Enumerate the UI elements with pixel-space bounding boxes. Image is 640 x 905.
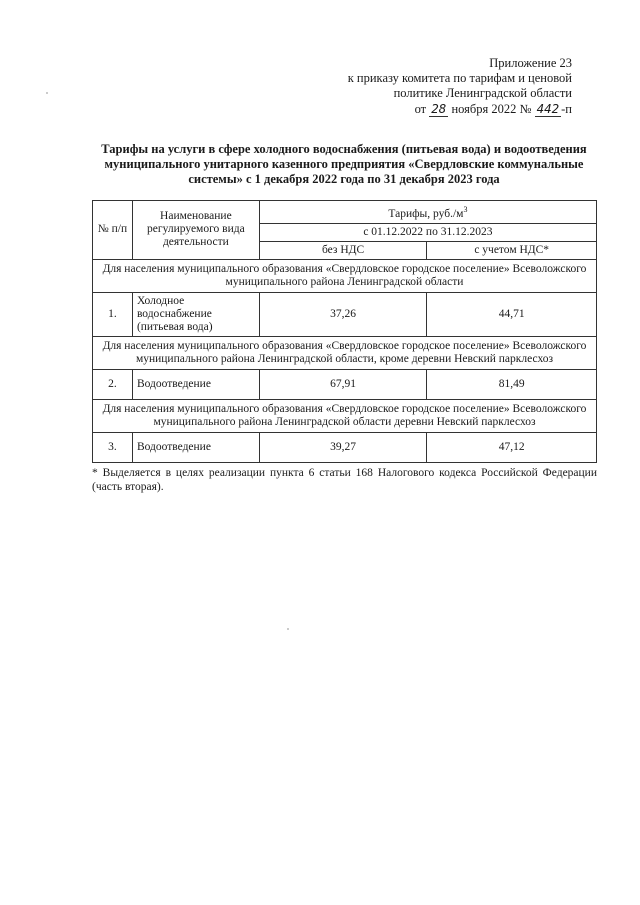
row-activity: Водоотведение <box>132 369 259 399</box>
tariff-table <box>92 200 597 463</box>
row-activity: Холодное водоснабжение (питьевая вода) <box>132 292 259 336</box>
section-heading: Для населения муниципального образования «Свердловское городское поселение» Всеволожского муниципального района Ленинградской области, кроме деревни Невский парклесхоз <box>93 336 597 369</box>
table-row <box>93 432 597 462</box>
row-with-vat: 47,12 <box>427 432 597 462</box>
header-tariffs <box>259 201 596 224</box>
date-rest: ноября 2022 № <box>451 102 532 116</box>
row-num: 3. <box>93 432 133 462</box>
table-header-row <box>93 201 597 224</box>
row-num: 2. <box>93 369 133 399</box>
footnote: * Выделяется в целях реализации пункта 6 статьи 168 Налогового кодекса Российской Федерации (часть вторая). <box>92 467 597 493</box>
table-row <box>93 369 597 399</box>
appendix-committee-line: политике Ленинградской области <box>393 86 572 100</box>
row-with-vat: 81,49 <box>427 369 597 399</box>
header-tariffs-sup: 3 <box>463 205 468 214</box>
appendix-block <box>348 56 572 117</box>
row-without-vat: 37,26 <box>259 292 427 336</box>
section-heading: Для населения муниципального образования «Свердловское городское поселение» Всеволожского муниципального района Ленинградской области деревни Невский парклесхоз <box>93 399 597 432</box>
date-prefix: от <box>414 102 427 116</box>
table-row <box>93 292 597 336</box>
appendix-number: Приложение 23 <box>489 56 572 70</box>
order-suffix: -п <box>561 102 572 116</box>
header-with-vat: с учетом НДС* <box>427 241 597 259</box>
scan-speck <box>46 92 48 94</box>
appendix-date-line <box>348 101 572 117</box>
date-day: 28 <box>431 101 447 116</box>
header-num: № п/п <box>93 201 133 260</box>
scan-speck <box>287 628 289 630</box>
row-without-vat: 67,91 <box>259 369 427 399</box>
section-heading: Для населения муниципального образования «Свердловское городское поселение» Всеволожского муниципального района Ленинградской области <box>93 259 597 292</box>
row-num: 1. <box>93 292 133 336</box>
document-title: Тарифы на услуги в сфере холодного водоснабжения (питьевая вода) и водоотведения муниципального унитарного казенного предприятия «Свердловские коммунальные системы» с 1 декабря 2022 года по 31 декабря 2023 года <box>101 142 587 186</box>
header-without-vat: без НДС <box>259 241 427 259</box>
row-activity: Водоотведение <box>132 432 259 462</box>
header-tariffs-label: Тарифы, руб./м <box>388 207 464 220</box>
row-with-vat: 44,71 <box>427 292 597 336</box>
row-without-vat: 39,27 <box>259 432 427 462</box>
order-number: 442 <box>536 101 560 116</box>
section-heading-row <box>93 336 597 369</box>
section-heading-row <box>93 399 597 432</box>
header-period: с 01.12.2022 по 31.12.2023 <box>259 223 596 241</box>
header-activity: Наименование регулируемого вида деятельности <box>132 201 259 260</box>
section-heading-row <box>93 259 597 292</box>
appendix-order-line: к приказу комитета по тарифам и ценовой <box>347 71 572 85</box>
